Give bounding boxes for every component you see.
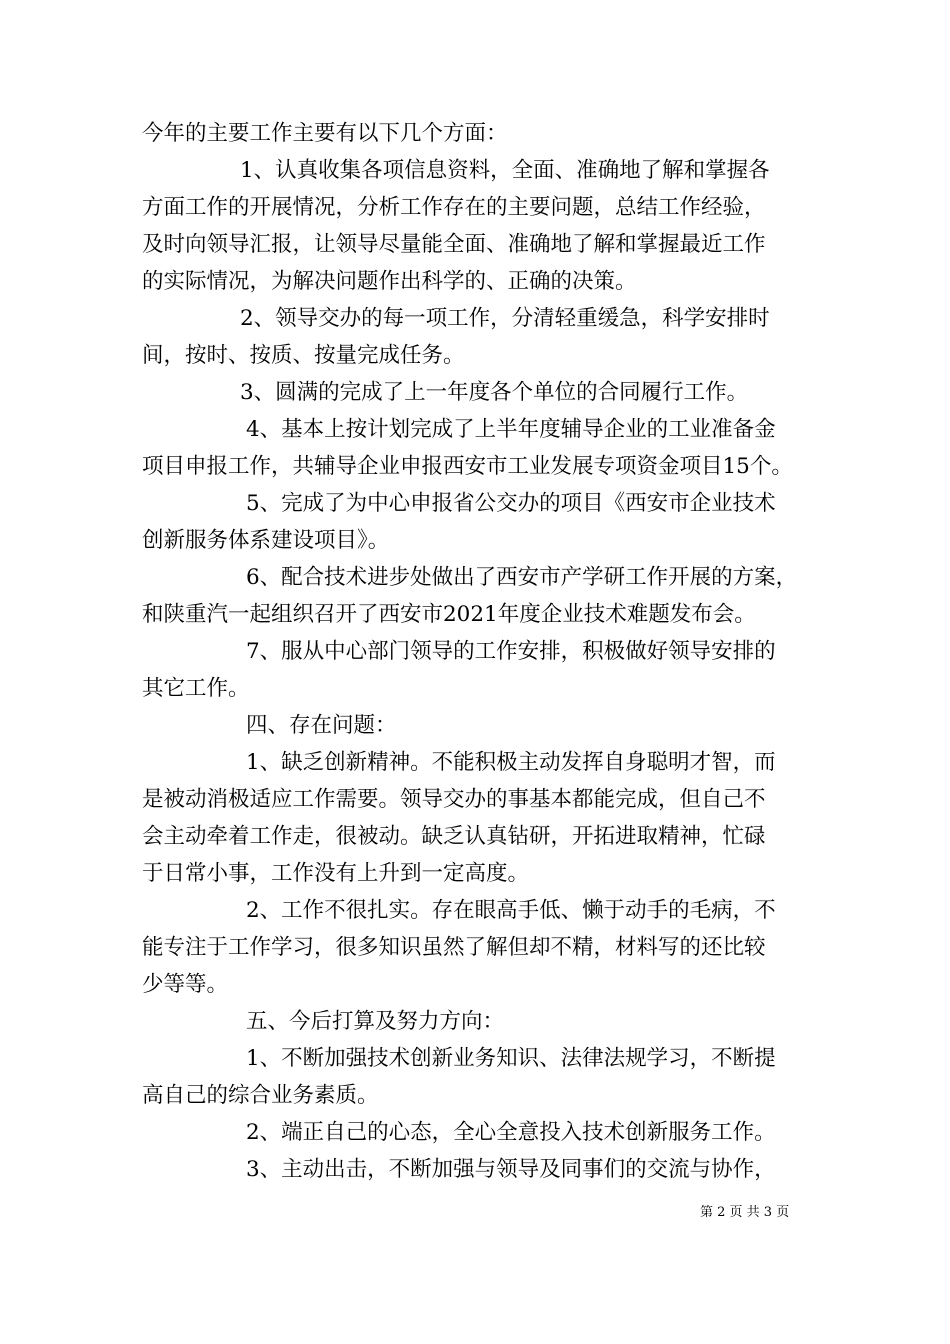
section-5-heading: 五、今后打算及努力方向： bbox=[246, 1009, 505, 1034]
item-2-line-1: 2、领导交办的每一项工作，分清轻重缓急，科学安排时 bbox=[240, 306, 770, 331]
item-5-line-2: 创新服务体系建设项目》。 bbox=[142, 528, 390, 553]
item-7-line-1: 7、服从中心部门领导的工作安排，积极做好领导安排的 bbox=[246, 639, 776, 664]
problem-1-line-2: 是被动消极适应工作需要。领导交办的事基本都能完成，但自己不 bbox=[142, 787, 766, 812]
item-4-line-1: 4、基本上按计划完成了上半年度辅导企业的工业准备金 bbox=[246, 417, 776, 442]
problem-1-line-3: 会主动牵着工作走，很被动。缺乏认真钻研，开拓进取精神，忙碌 bbox=[142, 824, 766, 849]
item-4-line-2: 项目申报工作，共辅导企业申报西安市工业发展专项资金项目15个。 bbox=[142, 454, 793, 479]
section-4-heading: 四、存在问题： bbox=[246, 713, 397, 738]
item-1-line-1: 1、认真收集各项信息资料，全面、准确地了解和掌握各 bbox=[240, 158, 770, 183]
plan-1-line-1: 1、不断加强技术创新业务知识、法律法规学习，不断提 bbox=[246, 1046, 776, 1071]
item-1-line-2: 方面工作的开展情况，分析工作存在的主要问题，总结工作经验， bbox=[142, 195, 766, 220]
problem-1-line-1: 1、缺乏创新精神。不能积极主动发挥自身聪明才智，而 bbox=[246, 750, 776, 775]
intro-line: 今年的主要工作主要有以下几个方面： bbox=[142, 121, 508, 146]
item-5-line-1: 5、完成了为中心申报省公交办的项目《西安市企业技术 bbox=[246, 491, 776, 516]
problem-1-line-4: 于日常小事，工作没有上升到一定高度。 bbox=[142, 861, 530, 886]
item-6-line-1: 6、配合技术进步处做出了西安市产学研工作开展的方案， bbox=[246, 565, 798, 590]
item-1-line-4: 的实际情况，为解决问题作出科学的、正确的决策。 bbox=[142, 269, 637, 294]
item-2-line-2: 间，按时、按质、按量完成任务。 bbox=[142, 343, 465, 368]
plan-2-line-1: 2、端正自己的心态，全心全意投入技术创新服务工作。 bbox=[246, 1120, 776, 1145]
plan-1-line-2: 高自己的综合业务素质。 bbox=[142, 1083, 379, 1108]
item-7-line-2: 其它工作。 bbox=[142, 676, 250, 701]
problem-2-line-3: 少等等。 bbox=[142, 972, 229, 997]
page-number: 第 2 页 共 3 页 bbox=[700, 1205, 790, 1220]
problem-2-line-2: 能专注于工作学习，很多知识虽然了解但却不精，材料写的还比较 bbox=[142, 935, 766, 960]
document-body bbox=[142, 115, 810, 1188]
item-3-line-1: 3、圆满的完成了上一年度各个单位的合同履行工作。 bbox=[240, 380, 749, 405]
item-1-line-3: 及时向领导汇报，让领导尽量能全面、准确地了解和掌握最近工作 bbox=[142, 232, 766, 257]
problem-2-line-1: 2、工作不很扎实。存在眼高手低、懒于动手的毛病，不 bbox=[246, 898, 776, 923]
plan-3-line-1: 3、主动出击，不断加强与领导及同事们的交流与协作， bbox=[246, 1157, 776, 1182]
item-6-line-2: 和陕重汽一起组织召开了西安市2021年度企业技术难题发布会。 bbox=[142, 602, 756, 627]
